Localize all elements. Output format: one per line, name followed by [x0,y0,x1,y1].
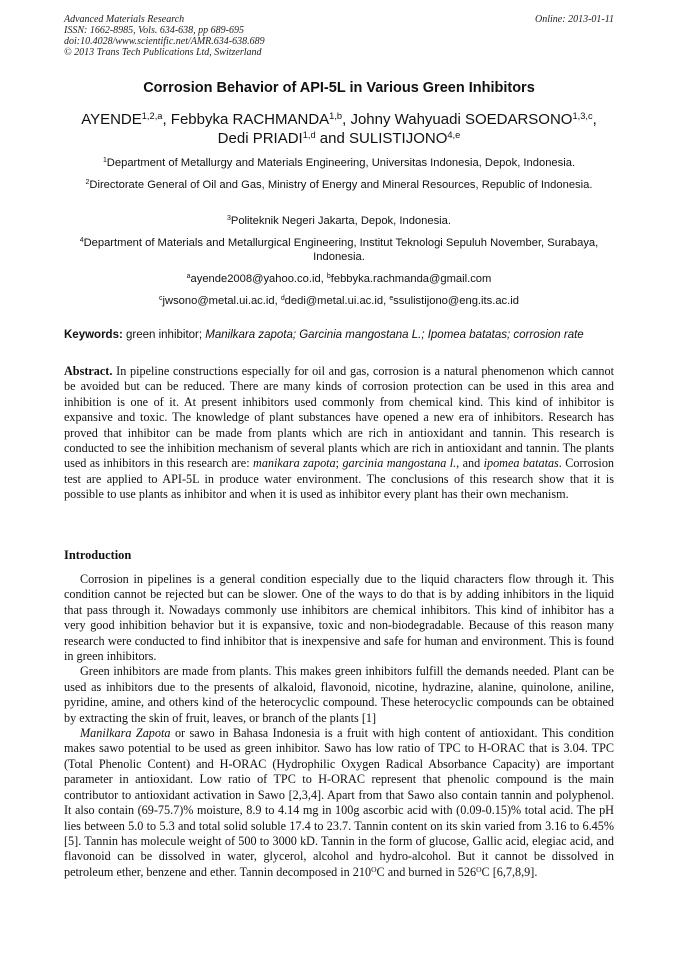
affiliation-3: $^3$Politeknik Negeri Jakarta, Depok, Indonesia. [227,215,451,227]
email-line-1: $^a$ayende2008@yahoo.co.id, $^b$febbyka.rachmanda@gmail.com [186,273,492,285]
intro-paragraph-1: Corrosion in pipelines is a general condition especially due to the liquid characters flow through it. This condition cannot be rejected but can be slower. One of the ways to do that is by adding inhibitors in the liquid that pass through it. Nowadays commonly use inhibitors are chemical inhibitors. This kind of inhibitor has a very good inhibition behavior but it is expansive, toxic and non-biodegradable. Because of this reason many research were conducted to find inhibitor that is inexpensive and safe for human and environment. This is found in green inhibitors. [64,572,614,664]
doi-line: doi:10.4028/www.scientific.net/AMR.634-638.689 [64,36,265,47]
author-superscript: 1,b [329,110,343,121]
keywords-label: Keywords: [64,329,123,341]
email-address[interactable]: ssulistijono@eng.its.ac.id [393,295,519,307]
author-list: AYENDE$^{1,2,a}$, Febbyka RACHMANDA$^{1,b}$, Johny Wahyuadi SOEDARSONO$^{1,3,c}$, Dedi PRIADI$^{1,d}$ and SULISTIJONO$^{4,e}$ [81,110,597,147]
abstract: Abstract. In pipeline constructions especially for oil and gas, corrosion is a natural phenomenon which cannot be avoided but can be reduced. There are many kinds of corrosion protection can be used in this area and inhibition is one of it. At present inhibitors used commonly from chemical kind. This kind of inhibitor is expansive and toxic. The knowledge of plant substances have opened a new era of inhibitors. Research has proved that inhibitor can be made from plants which are rich in antioxidant and tannin. This research is conducted to see the inhibition mechanism of several plants which are rich in antioxidant and tannin. The plants used as inhibitors in this research are: manikara zapota; garcinia mangostana l., and ipomea batatas. Corrosion test are applied to API-5L in produce water environment. The conclusions of this research show that it is possible to use plants as inhibitor and when it is used as inhibitor every plant has their own mechanism. [64,364,615,502]
copyright-line: © 2013 Trans Tech Publications Ltd, Switzerland [64,47,262,58]
affiliation-2: $^2$Directorate General of Oil and Gas, Ministry of Energy and Mineral Resources, Republic of Indonesia. [85,179,593,191]
issn-line: ISSN: 1662-8985, Vols. 634-638, pp 689-695 [64,25,244,36]
email-address[interactable]: febbyka.rachmanda@gmail.com [330,273,492,285]
intro-paragraph-2: Green inhibitors are made from plants. This makes green inhibitors fulfill the demands needed. Plant can be used as inhibitors due to the presents of alkaloid, flavonoid, nicotine, hydrazine, alanine, quinolone, aniline, pyridine, amine, and others kind of the heterocyclic compound. These heterocyclic compounds can be obtained by extracting the skin of fruit, leaves, or branch of the plants [1] [64,664,614,725]
intro-paragraph-3: Manilkara Zapota or sawo in Bahasa Indonesia is a fruit with high content of antioxidant. This condition makes sawo potential to be used as green inhibitor. Sawo has low ratio of TPC to H-ORAC that is 3.04. TPC (Total Phenolic Content) and H-ORAC (Hydrophilic Oxygen Radical Absorbance Capacity) are important parameter in antioxidant. Low ratio of TPC to H-ORAC represent that phenolic compound is the main contributor to antioxidant activation in Sawo [2,3,4]. Apart from that Sawo also contain tannin and polyphenol. It also contain (69-75.7)% moisture, 8.9 to 4.14 mg in 100g ascorbic acid with (0.09-0.15)% total acid. The pH lies between 5.0 to 5.3 and total solid soluble 17.4 to 23.7. Tannin content on its skin varied from 3.16 to 6.45% [5]. Tannin has molecule weight of 500 to 3000 kD. Tannin in the form of glucose, Gallic acid, elegiac acid, and flavonoid can be dissolved in water, glycerol, alcohol and hydro-alcohol. But it cannot be dissolved in petroleum ether, benzene and ether. Tannin decomposed in $210^OC$ and burned in $526^OC$ [6,7,8,9]. [64,726,614,879]
email-address[interactable]: jwsono@metal.ui.ac.id [162,295,275,307]
author-superscript: 1,3,c [572,110,593,121]
introduction-body [64,572,614,880]
email-address[interactable]: dedi@metal.ui.ac.id [284,295,384,307]
author-name: Dedi PRIADI [217,130,303,147]
journal-header [64,14,265,58]
online-date: Online: 2013-01-11 [535,14,614,25]
author-name: Febbyka RACHMANDA [170,111,330,128]
author-name: Johny Wahyuadi SOEDARSONO [350,111,573,128]
email-line-2: $^c$jwsono@metal.ui.ac.id, $^d$dedi@metal.ui.ac.id, $^e$ssulistijono@eng.its.ac.id [159,295,519,307]
author-name: AYENDE [81,111,142,128]
introduction-heading: Introduction [64,548,132,562]
email-address[interactable]: ayende2008@yahoo.co.id [190,273,321,285]
keywords: Keywords: green inhibitor; Manilkara zapota; Garcinia mangostana L.; Ipomea batatas; corrosion rate [64,329,584,341]
keywords-italic: Manilkara zapota; Garcinia mangostana L.; Ipomea batatas; corrosion rate [205,329,584,341]
author-superscript: 1,d [302,129,316,140]
affiliation-4: $^4$Department of Materials and Metallurgical Engineering, Institut Teknologi Sepuluh November, Surabaya, Indonesia. [79,237,599,263]
author-name: SULISTIJONO [349,130,448,147]
affiliation-1: $^1$Department of Metallurgy and Materials Engineering, Universitas Indonesia, Depok, Indonesia. [102,157,576,169]
journal-name: Advanced Materials Research [64,14,185,25]
author-superscript: 1,2,a [141,110,163,121]
paper-title: Corrosion Behavior of API-5L in Various Green Inhibitors [143,80,535,96]
author-superscript: 4,e [447,129,461,140]
abstract-label: Abstract. [64,364,113,378]
